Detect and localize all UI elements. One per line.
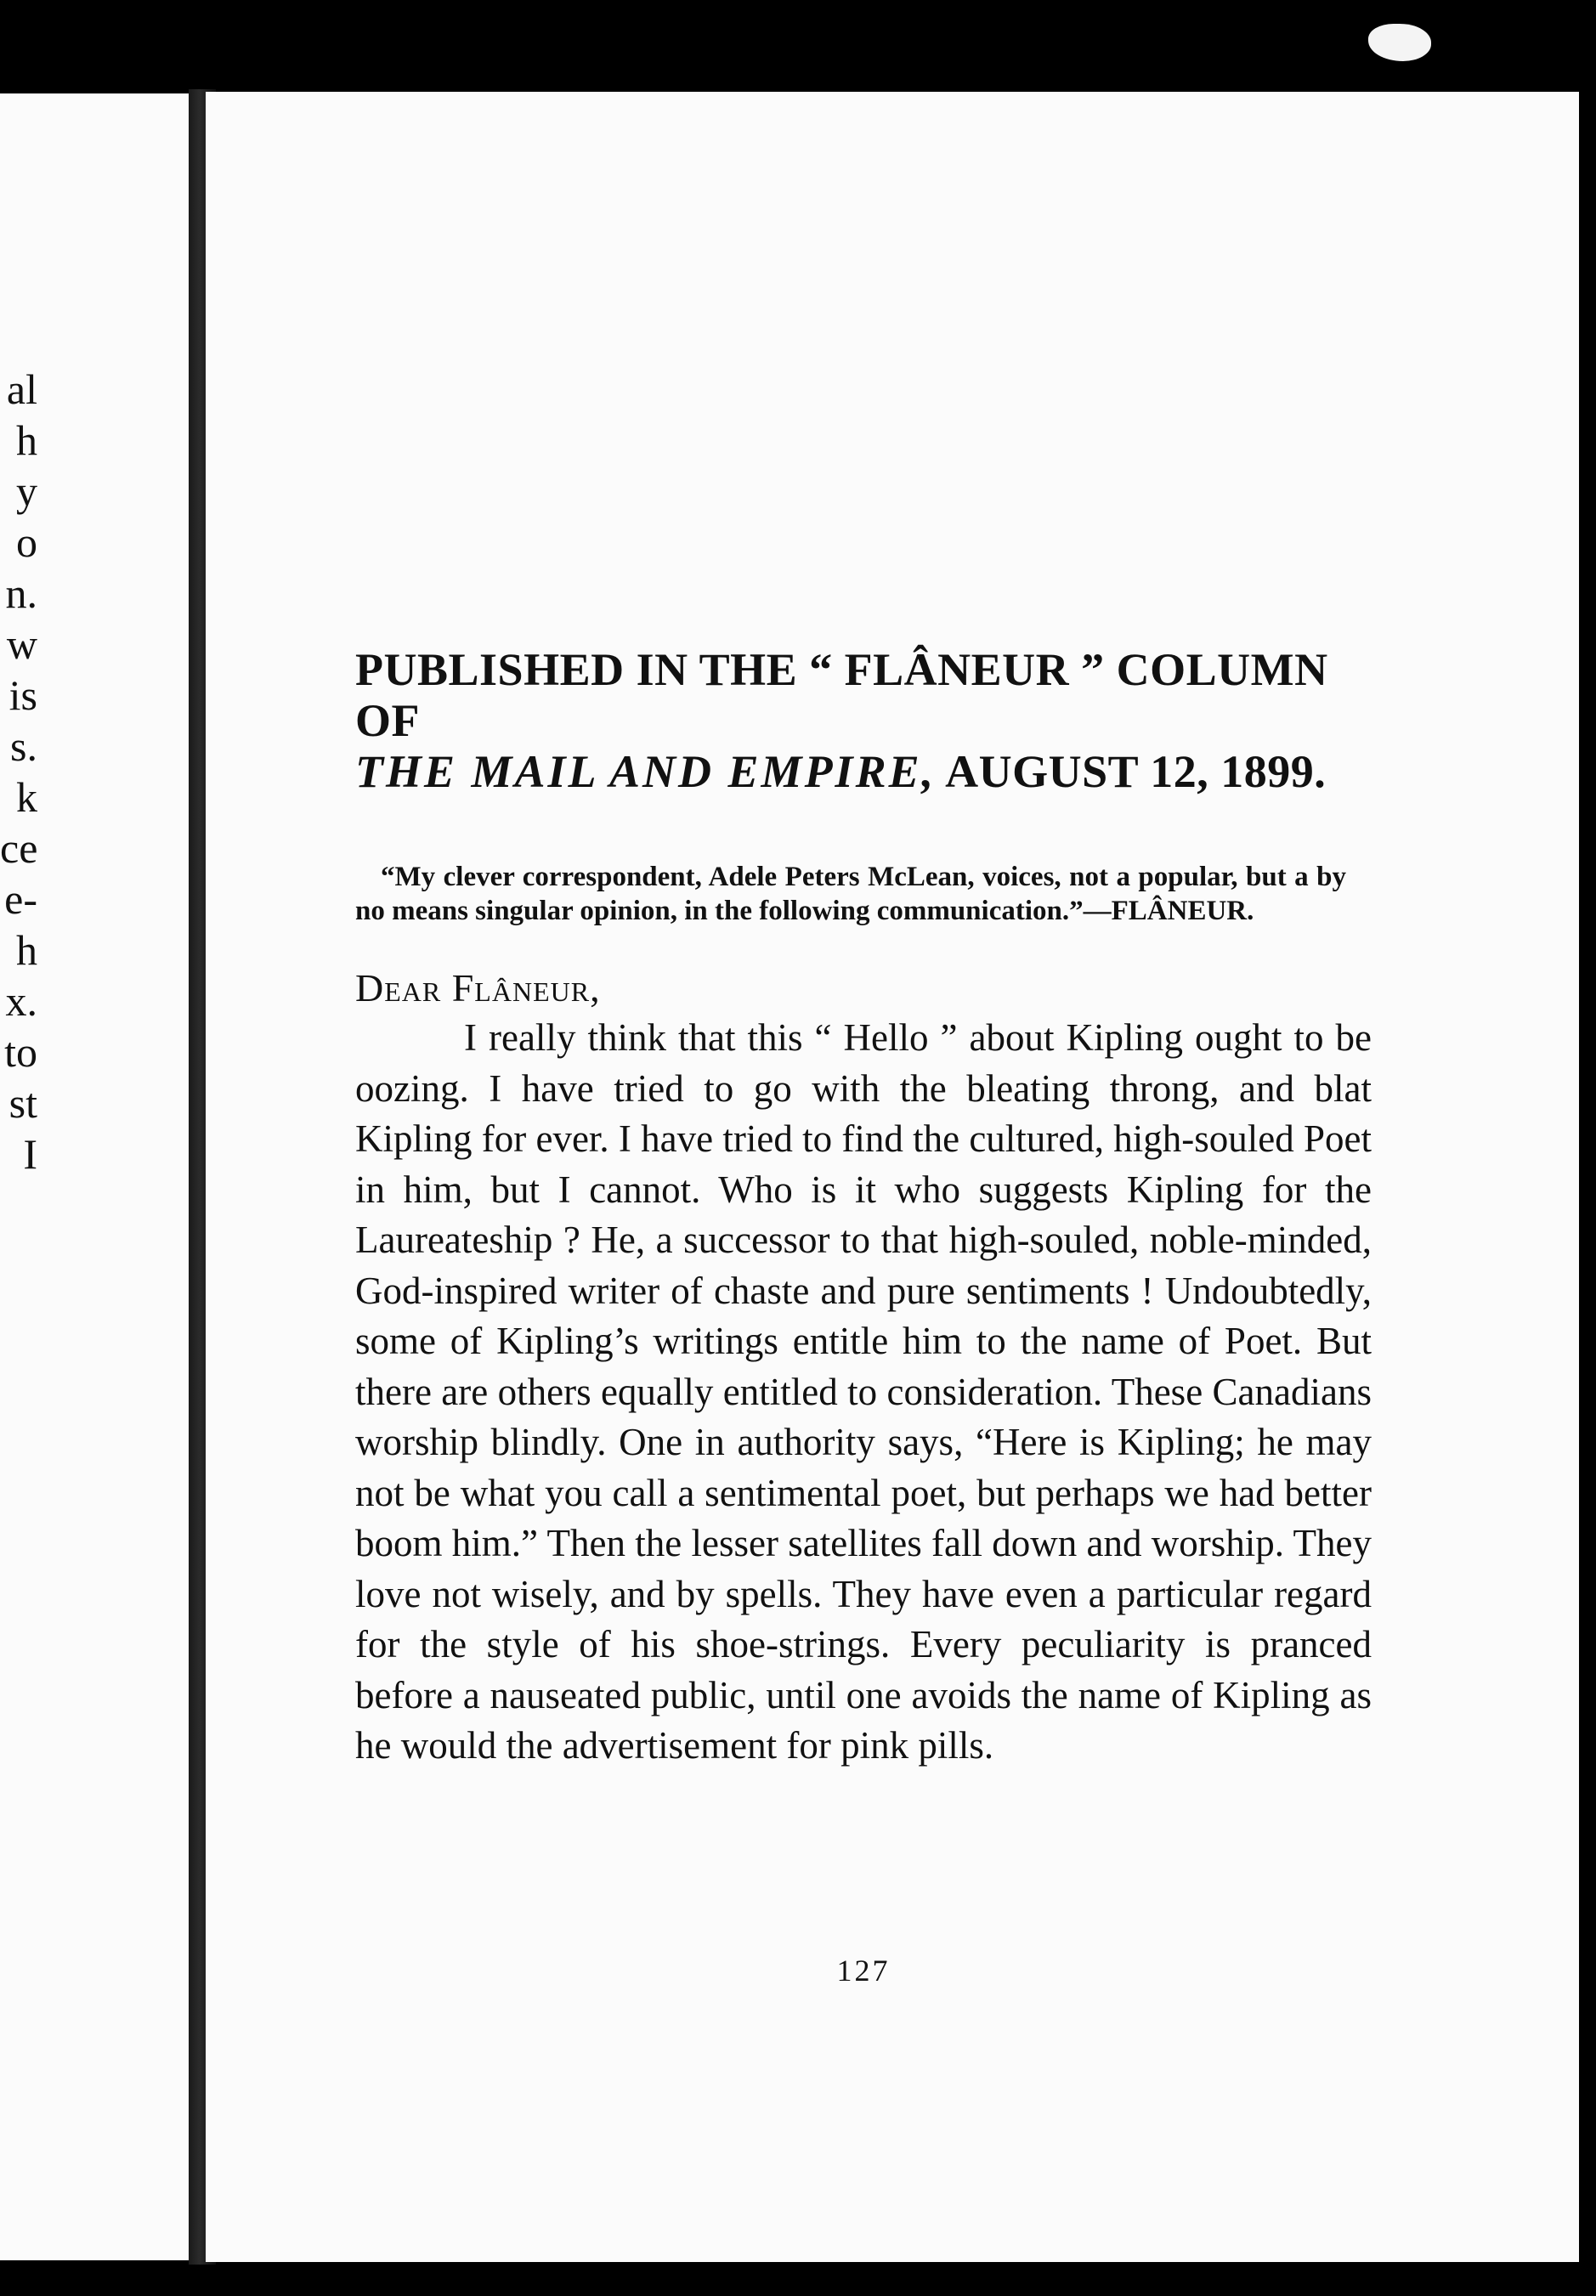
fragment-line: w [6,620,37,668]
page-number: 127 [836,1954,891,1988]
publication-date: AUGUST 12, 1899. [936,746,1327,797]
left-page [0,93,189,2260]
fragment-line: y [16,467,37,515]
fragment-line: h [16,926,37,974]
letter-body: I really think that this “ Hello ” about Kipling ought to be oozing. I have tried to go with the bleating throng, and blat Kipling for ever. I have tried to find the cultured, high-souled Poet in him, but I cannot. Who is it who suggests Kipling for the Laureateship ? He, a successor to that high-souled, noble-minded, God-inspired writer of chaste and pure sentiments ! Undoubtedly, some of Kipling’s writings entitle him to the name of Poet. But there are others equally entitled to consideration. These Canadians worship blindly. One in authority says, “Here is Kipling; he may not be what you call a sentimental poet, but perhaps we had better boom him.” Then the lesser satellites fall down and worship. They love not wisely, and by spells. They have even a particular regard for the style of his shoe-strings. Every peculiarity is pranced before a nauseated public, until one avoids the name of Kipling as he would the advertisement for pink pills. [355,1016,1372,1767]
epigraph-quote: “My clever correspondent, Adele Peters McLean, voices, not a popular, but a by no means singular opinion, in the following communication.”—FLÂNEUR. [355,862,1346,926]
letter-greeting: Dear Flâneur, [355,966,601,1009]
heading-line-1: PUBLISHED IN THE “ FLÂNEUR ” COLUMN OF [355,644,1328,746]
fragment-line: h [16,416,37,464]
fragment-line: s. [10,722,37,770]
fragment-line: I [23,1130,37,1178]
left-page-text-fragments [0,364,189,1179]
fragment-line: to [4,1028,37,1076]
fragment-line: x. [5,977,37,1025]
fragment-line: ce [0,824,38,872]
fragment-line: al [6,365,37,413]
fragment-line: st [8,1079,37,1127]
fragment-line: o [16,518,37,566]
fragment-line: n. [5,569,37,617]
article-heading [355,644,1372,797]
article-content [355,644,1372,1988]
fragment-line: is [8,671,37,719]
fragment-line: e- [4,875,37,923]
newspaper-title: THE MAIL AND EMPIRE, [355,746,937,797]
paper-speck [1368,24,1431,61]
fragment-line: k [16,773,37,821]
